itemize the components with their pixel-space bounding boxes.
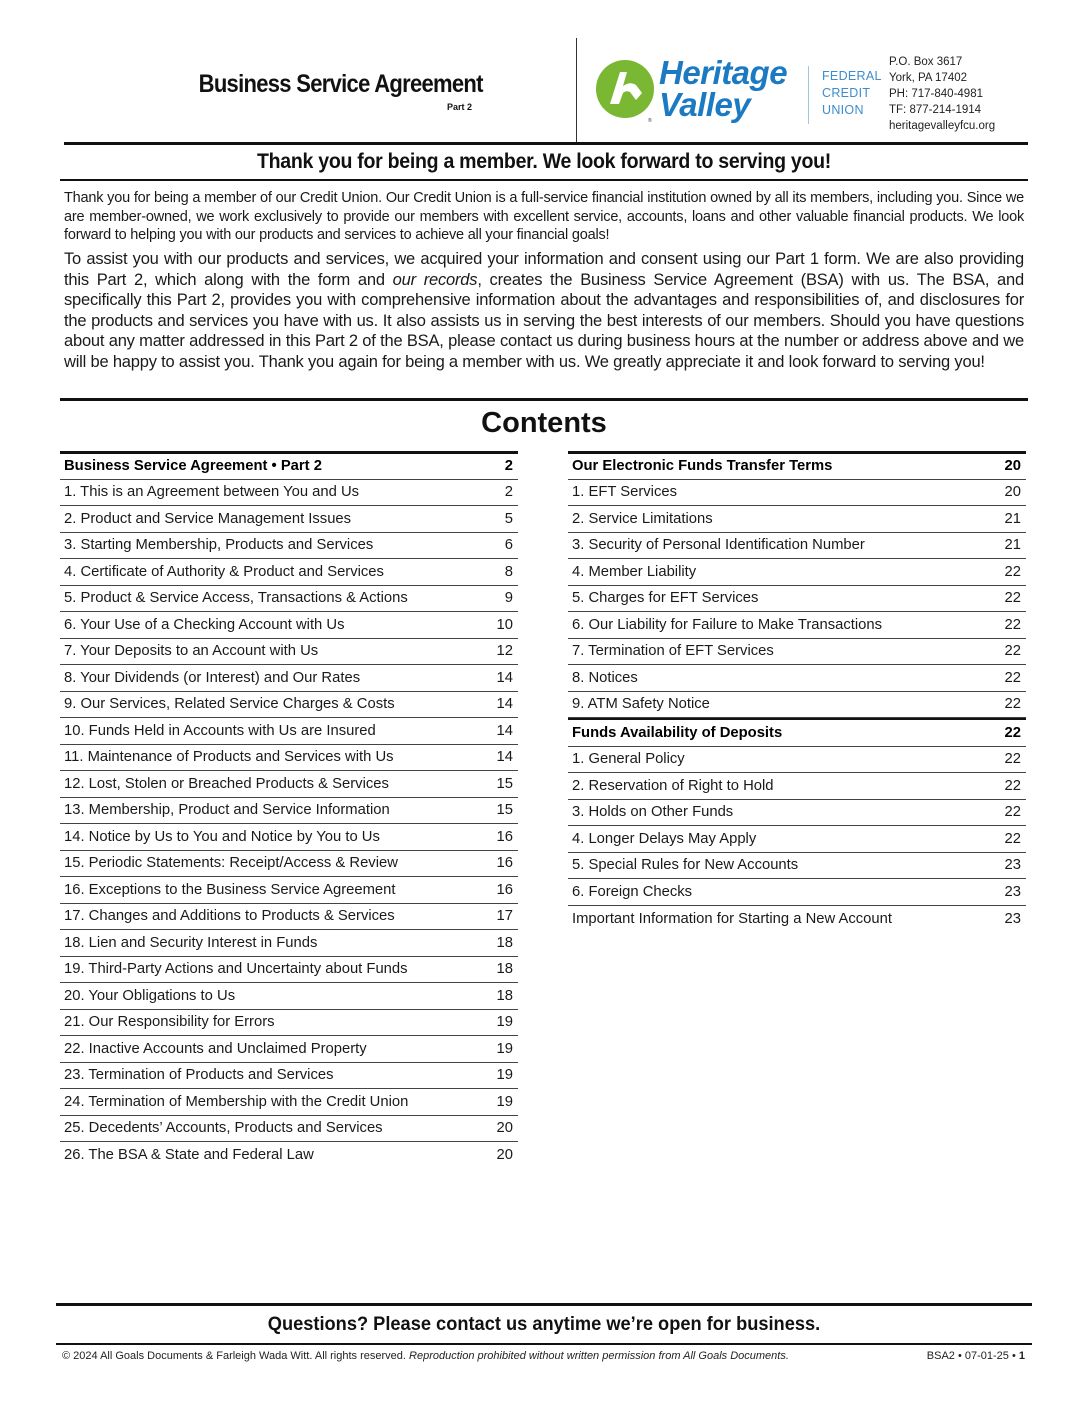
logo-word-heritage: Heritage xyxy=(659,54,788,91)
contact-block xyxy=(889,54,995,134)
document-subtitle: Part 2 xyxy=(446,102,472,112)
toc-entry[interactable] xyxy=(60,957,518,984)
toc-page: 19 xyxy=(496,1093,513,1110)
toc-entry[interactable] xyxy=(60,745,518,772)
toc-page: 19 xyxy=(496,1067,513,1084)
footer-rule xyxy=(56,1343,1032,1345)
toc-page: 23 xyxy=(1004,857,1021,874)
toc-page: 8 xyxy=(504,563,513,580)
toc-label: 11. Maintenance of Products and Services with Us xyxy=(64,749,394,766)
toc-page: 20 xyxy=(1004,484,1021,501)
toc-label: 15. Periodic Statements: Receipt/Access & Review xyxy=(64,855,398,872)
toc-entry[interactable] xyxy=(60,1116,518,1143)
toc-entry[interactable] xyxy=(568,612,1026,639)
toc-label: 9. ATM Safety Notice xyxy=(572,696,710,713)
toc-entry[interactable] xyxy=(60,586,518,613)
toc-label: 23. Termination of Products and Services xyxy=(64,1067,334,1084)
toc-label: 4. Longer Delays May Apply xyxy=(572,830,757,847)
toc-label: 17. Changes and Additions to Products & Services xyxy=(64,908,395,925)
toc-entry[interactable] xyxy=(60,1063,518,1090)
footer-question: Questions? Please contact us anytime we’re open for business. xyxy=(267,1314,821,1335)
logo-fcu-text xyxy=(822,68,882,119)
toc-entry[interactable] xyxy=(60,877,518,904)
toc-right-column xyxy=(568,451,1026,932)
toc-page: 2 xyxy=(504,484,513,501)
toc-entry[interactable] xyxy=(60,1036,518,1063)
toc-section-header[interactable] xyxy=(568,451,1026,480)
toc-page: 21 xyxy=(1004,510,1021,527)
logo-fcu-line: FEDERAL xyxy=(822,69,882,83)
toc-page: 19 xyxy=(496,1014,513,1031)
toc-label: 3. Starting Membership, Products and Services xyxy=(64,537,374,554)
tagline: Thank you for being a member. We look forward to serving you! xyxy=(256,150,832,173)
toc-left-column xyxy=(60,451,518,1169)
toc-entry[interactable] xyxy=(568,692,1026,719)
toc-page: 22 xyxy=(1004,724,1021,741)
toc-page: 23 xyxy=(1004,883,1021,900)
doc-code: BSA2 • 07-01-25 • xyxy=(926,1350,1016,1362)
toc-page: 22 xyxy=(1004,590,1021,607)
toc-page: 22 xyxy=(1004,830,1021,847)
phone: PH: 717-840-4981 xyxy=(889,88,983,100)
toc-entry[interactable] xyxy=(60,983,518,1010)
toc-entry[interactable] xyxy=(60,718,518,745)
intro-italic-text: our records xyxy=(392,270,478,289)
toc-page: 22 xyxy=(1004,643,1021,660)
toc-label: 2. Reservation of Right to Hold xyxy=(572,777,774,794)
toc-entry[interactable] xyxy=(568,800,1026,827)
toc-label: 1. EFT Services xyxy=(572,484,677,501)
toc-page: 14 xyxy=(496,749,513,766)
toc-page: 19 xyxy=(496,1040,513,1057)
intro-rule xyxy=(60,398,1028,401)
toc-entry[interactable] xyxy=(60,824,518,851)
toc-entry[interactable] xyxy=(568,639,1026,666)
toc-page: 22 xyxy=(1004,804,1021,821)
toc-label: 20. Your Obligations to Us xyxy=(64,987,236,1004)
toc-label: 2. Service Limitations xyxy=(572,510,713,527)
po-box: P.O. Box 3617 xyxy=(889,56,963,68)
toc-page: 22 xyxy=(1004,669,1021,686)
logo-word-valley: Valley xyxy=(659,86,751,123)
toc-label: 1. This is an Agreement between You and Us xyxy=(64,484,360,501)
toc-page: 20 xyxy=(496,1147,513,1164)
toc-entry[interactable] xyxy=(60,771,518,798)
credit-union-logo xyxy=(596,54,816,130)
toc-page: 14 xyxy=(496,669,513,686)
toc-label: 3. Security of Personal Identification Number xyxy=(572,537,865,554)
toc-page: 14 xyxy=(496,722,513,739)
toc-entry[interactable] xyxy=(60,506,518,533)
toc-section-header[interactable] xyxy=(568,718,1026,747)
intro-paragraph-1: Thank you for being a member of our Credit Union. Our Credit Union is a full-service financial institution owned by all its members, including you. Since we are member-owned, we work exclusively to provide our members with excellent service, accounts, loans and other valuable financial products. We look forward to helping you with our products and services to achieve all your financial goals! xyxy=(64,190,1024,243)
toc-entry[interactable] xyxy=(568,906,1026,933)
toc-entry[interactable] xyxy=(60,851,518,878)
toc-page: 20 xyxy=(1004,458,1021,475)
city-state-zip: York, PA 17402 xyxy=(889,72,968,84)
toc-entry[interactable] xyxy=(568,665,1026,692)
toc-label: 12. Lost, Stolen or Breached Products & Services xyxy=(64,775,389,792)
logo-fcu-line: UNION xyxy=(822,103,864,117)
toc-label: 22. Inactive Accounts and Unclaimed Property xyxy=(64,1040,367,1057)
toc-label: 10. Funds Held in Accounts with Us are Insured xyxy=(64,722,376,739)
toc-entry[interactable] xyxy=(60,480,518,507)
toc-label: 3. Holds on Other Funds xyxy=(572,804,734,821)
toc-entry[interactable] xyxy=(60,798,518,825)
intro-text: To assist you with our products and services, we acquired your information and consent using our Part 1 form. We are also providing this Part 2, which along with the form and xyxy=(64,250,1024,289)
website-link[interactable]: heritagevalleyfcu.org xyxy=(889,120,996,132)
toc-page: 17 xyxy=(496,908,513,925)
toc-page: 18 xyxy=(496,987,513,1004)
toc-label: 9. Our Services, Related Service Charges & Costs xyxy=(64,696,395,713)
trademark-mark: ® xyxy=(648,118,652,124)
toc-label: 19. Third-Party Actions and Uncertainty about Funds xyxy=(64,961,408,978)
document-title: Business Service Agreement xyxy=(198,70,483,98)
toc-label: 7. Your Deposits to an Account with Us xyxy=(64,643,319,660)
toc-label: Important Information for Starting a New Account xyxy=(572,910,892,927)
toc-page: 23 xyxy=(1004,910,1021,927)
toc-label: 14. Notice by Us to You and Notice by You to Us xyxy=(64,828,380,845)
toc-label: 2. Product and Service Management Issues xyxy=(64,510,352,527)
toc-label: 25. Decedents’ Accounts, Products and Services xyxy=(64,1120,383,1137)
toc-page: 22 xyxy=(1004,616,1021,633)
toc-page: 16 xyxy=(496,881,513,898)
header-divider xyxy=(576,38,577,143)
logo-separator xyxy=(808,66,809,124)
toc-page: 15 xyxy=(496,802,513,819)
toc-label: Funds Availability of Deposits xyxy=(572,724,783,741)
toc-entry[interactable] xyxy=(568,506,1026,533)
toc-entry[interactable] xyxy=(60,930,518,957)
toc-entry[interactable] xyxy=(60,665,518,692)
toc-entry[interactable] xyxy=(60,904,518,931)
toc-entry[interactable] xyxy=(60,559,518,586)
toc-page: 22 xyxy=(1004,563,1021,580)
toc-entry[interactable] xyxy=(60,639,518,666)
toc-page: 15 xyxy=(496,775,513,792)
toc-entry[interactable] xyxy=(60,612,518,639)
toc-entry[interactable] xyxy=(568,853,1026,880)
footer-top-rule xyxy=(56,1303,1032,1306)
toc-entry[interactable] xyxy=(60,1142,518,1169)
toc-page: 22 xyxy=(1004,777,1021,794)
toc-page: 16 xyxy=(496,828,513,845)
toc-label: 6. Foreign Checks xyxy=(572,883,693,900)
toc-label: 16. Exceptions to the Business Service Agreement xyxy=(64,881,396,898)
toc-page: 20 xyxy=(496,1120,513,1137)
toc-page: 21 xyxy=(1004,537,1021,554)
toc-label: 21. Our Responsibility for Errors xyxy=(64,1014,275,1031)
tagline-rule xyxy=(60,179,1028,181)
toc-label: 6. Our Liability for Failure to Make Transactions xyxy=(572,616,883,633)
toc-label: 8. Notices xyxy=(572,669,638,686)
intro-text: , creates the Business Service Agreement (BSA) with us. The BSA, and specifically this Part 2, provides you with comprehensive information about the advantages and responsibilities of, and disclosures for the products and services you have with us. It also assists us in serving the best interests of our members. Should you have questions about any matter addressed in this Part 2 of the BSA, please contact us during business hours at the number or address above and we will be happy to assist you. Thank you again for being a member with us. We greatly appreciate it and look forward to serving you! xyxy=(64,270,1024,371)
logo-fcu-line: CREDIT xyxy=(822,86,871,100)
toc-label: 26. The BSA & State and Federal Law xyxy=(64,1147,314,1164)
toc-label: Our Electronic Funds Transfer Terms xyxy=(572,458,833,475)
toc-label: 13. Membership, Product and Service Information xyxy=(64,802,390,819)
toc-page: 22 xyxy=(1004,751,1021,768)
toc-entry[interactable] xyxy=(568,480,1026,507)
toc-section-header[interactable] xyxy=(60,451,518,480)
toc-label: 18. Lien and Security Interest in Funds xyxy=(64,934,318,951)
toc-label: 24. Termination of Membership with the Credit Union xyxy=(64,1093,409,1110)
toc-page: 2 xyxy=(504,458,513,475)
page-number: 1 xyxy=(1018,1350,1025,1362)
copyright-text: © 2024 All Goals Documents & Farleigh Wada Witt. All rights reserved. xyxy=(62,1350,406,1362)
toc-label: Business Service Agreement • Part 2 xyxy=(64,458,322,475)
toc-page: 22 xyxy=(1004,696,1021,713)
intro-paragraph-2 xyxy=(64,249,1024,373)
toc-entry[interactable] xyxy=(60,692,518,719)
toc-page: 10 xyxy=(496,616,513,633)
toll-free: TF: 877-214-1914 xyxy=(889,104,982,116)
toc-entry[interactable] xyxy=(568,747,1026,774)
toc-page: 6 xyxy=(504,537,513,554)
toc-entry[interactable] xyxy=(60,533,518,560)
document-id xyxy=(927,1350,1025,1362)
toc-page: 18 xyxy=(496,961,513,978)
toc-label: 5. Special Rules for New Accounts xyxy=(572,857,799,874)
toc-page: 9 xyxy=(504,590,513,607)
toc-entry[interactable] xyxy=(568,533,1026,560)
toc-entry[interactable] xyxy=(60,1089,518,1116)
hv-monogram-icon xyxy=(596,60,654,118)
toc-label: 5. Product & Service Access, Transactions & Actions xyxy=(64,590,408,607)
toc-page: 14 xyxy=(496,696,513,713)
reproduction-notice: Reproduction prohibited without written permission from All Goals Documents. xyxy=(409,1350,789,1362)
toc-label: 6. Your Use of a Checking Account with Us xyxy=(64,616,345,633)
toc-page: 16 xyxy=(496,855,513,872)
toc-page: 12 xyxy=(496,643,513,660)
toc-entry[interactable] xyxy=(568,826,1026,853)
contents-heading: Contents xyxy=(481,407,607,439)
toc-page: 5 xyxy=(504,510,513,527)
toc-entry[interactable] xyxy=(60,1010,518,1037)
toc-label: 4. Certificate of Authority & Product and Services xyxy=(64,563,384,580)
toc-label: 5. Charges for EFT Services xyxy=(572,590,759,607)
copyright-notice xyxy=(62,1350,789,1362)
toc-entry[interactable] xyxy=(568,559,1026,586)
toc-label: 7. Termination of EFT Services xyxy=(572,643,774,660)
toc-entry[interactable] xyxy=(568,879,1026,906)
toc-label: 1. General Policy xyxy=(572,751,685,768)
toc-entry[interactable] xyxy=(568,773,1026,800)
toc-entry[interactable] xyxy=(568,586,1026,613)
toc-label: 8. Your Dividends (or Interest) and Our Rates xyxy=(64,669,361,686)
toc-label: 4. Member Liability xyxy=(572,563,697,580)
toc-page: 18 xyxy=(496,934,513,951)
header-rule xyxy=(64,142,1028,145)
